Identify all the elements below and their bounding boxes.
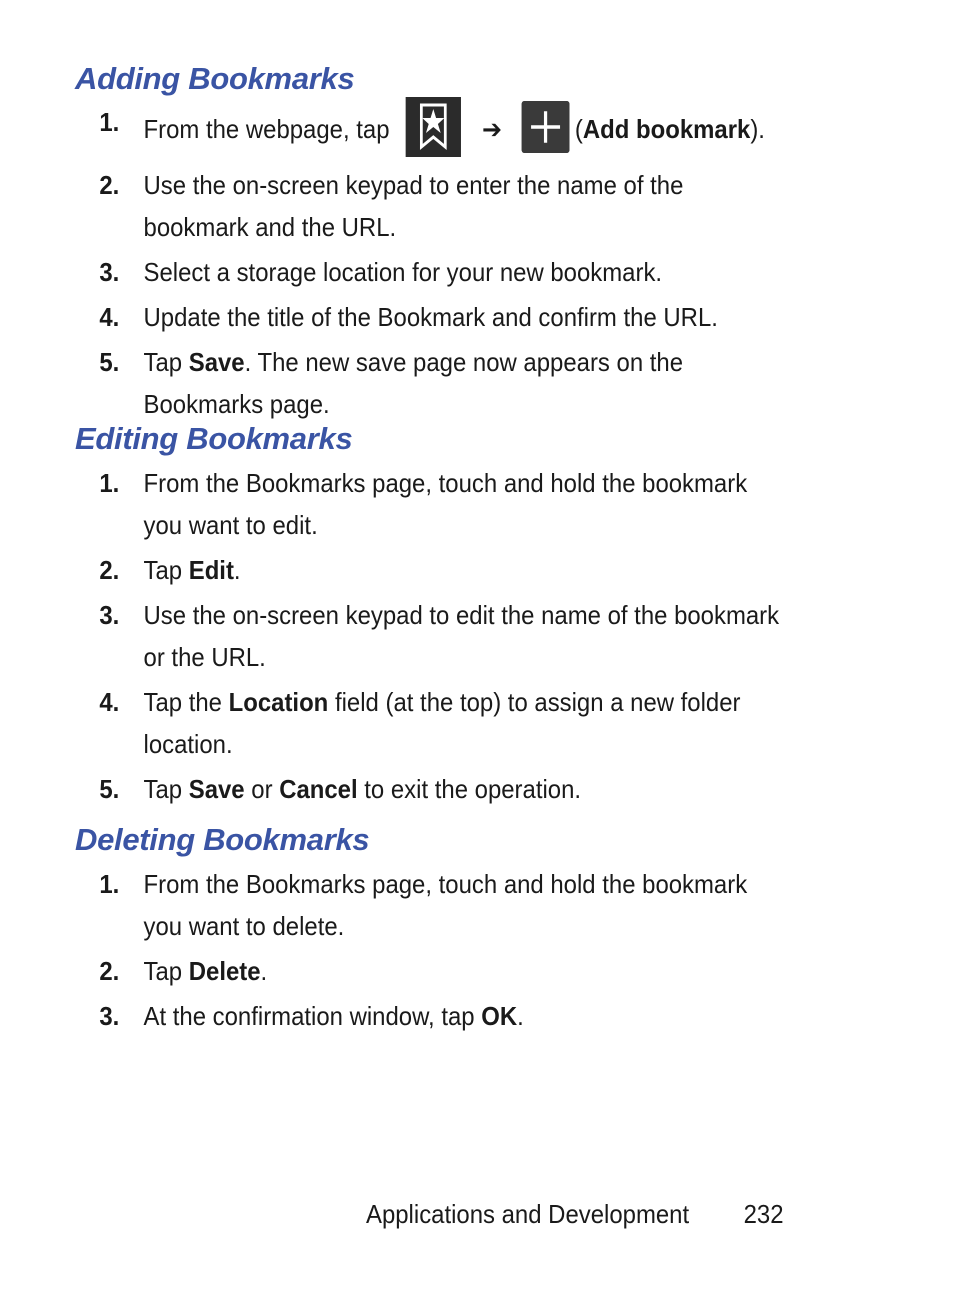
step-number: 3.	[99, 600, 120, 630]
step-number: 1.	[99, 869, 120, 899]
step-text-pre: From the webpage, tap	[143, 113, 390, 144]
step-number: 5.	[99, 347, 120, 377]
step-number: 3.	[99, 257, 120, 287]
page-number: 232	[743, 1199, 784, 1229]
bold-term: Delete	[188, 956, 261, 986]
bold-term: Cancel	[279, 774, 358, 804]
step-text: Use the on-screen keypad to edit the name of the bookmark or the URL.	[143, 600, 780, 672]
paren-open: (	[574, 113, 583, 144]
adding-steps-list	[0, 101, 856, 428]
bold-term: Save	[188, 774, 245, 804]
arrow-icon: ➔	[481, 113, 503, 144]
step-number: 4.	[99, 302, 120, 332]
step-number: 1.	[99, 468, 120, 498]
step-text-post: to exit the operation.	[357, 774, 582, 804]
step-text	[144, 114, 765, 144]
step-text-pre: Tap	[143, 774, 189, 804]
plus-icon	[522, 101, 570, 153]
step-text-post: .	[517, 1001, 524, 1031]
page-footer	[366, 1196, 784, 1232]
step-number: 3.	[99, 1001, 120, 1031]
bold-term: Edit	[188, 555, 234, 585]
step-number: 2.	[99, 956, 120, 986]
step-number: 1.	[99, 107, 120, 137]
list-item	[0, 995, 788, 1037]
deleting-steps-list	[0, 863, 856, 1040]
step-text	[144, 555, 241, 585]
bold-term: Add bookmark	[582, 113, 751, 144]
section-title-editing: Editing Bookmarks	[75, 421, 353, 456]
bookmark-star-icon	[405, 97, 460, 157]
list-item	[0, 164, 788, 248]
step-text: Select a storage location for your new bookmark.	[143, 257, 663, 287]
paren-close: ).	[750, 113, 765, 144]
list-item	[0, 101, 788, 161]
step-text	[144, 347, 684, 419]
step-text-pre: At the confirmation window, tap	[143, 1001, 482, 1031]
step-text	[144, 956, 268, 986]
step-text-pre: Tap the	[143, 687, 229, 717]
step-text-mid: or	[244, 774, 280, 804]
step-text-post: .	[233, 555, 241, 585]
step-text-post: field (at the top) to assign a new folder location.	[143, 687, 741, 759]
list-item	[0, 863, 788, 947]
step-text: From the Bookmarks page, touch and hold the bookmark you want to delete.	[143, 869, 748, 941]
footer-chapter-title: Applications and Development	[366, 1199, 690, 1229]
step-text: From the Bookmarks page, touch and hold the bookmark you want to edit.	[143, 468, 748, 540]
section-title-adding: Adding Bookmarks	[75, 61, 355, 96]
step-number: 2.	[99, 555, 120, 585]
bold-term: OK	[481, 1001, 518, 1031]
step-text-post: .	[260, 956, 268, 986]
list-item	[0, 251, 788, 293]
step-text-pre: Tap	[143, 347, 189, 377]
list-item	[0, 768, 788, 810]
list-item	[0, 950, 788, 992]
bold-term: Save	[188, 347, 245, 377]
section-title-deleting: Deleting Bookmarks	[75, 822, 370, 857]
step-text	[144, 1001, 524, 1031]
step-text	[144, 774, 582, 804]
editing-steps-list	[0, 462, 856, 813]
step-number: 4.	[99, 687, 120, 717]
step-text-pre: Tap	[143, 555, 189, 585]
list-item	[0, 296, 788, 338]
step-number: 5.	[99, 774, 120, 804]
step-text	[144, 687, 741, 759]
bold-term: Location	[228, 687, 329, 717]
list-item	[0, 549, 788, 591]
list-item	[0, 681, 788, 765]
list-item	[0, 462, 788, 546]
step-number: 2.	[99, 170, 120, 200]
step-text: Use the on-screen keypad to enter the name of the bookmark and the URL.	[143, 170, 684, 242]
step-text-pre: Tap	[143, 956, 189, 986]
step-text-post: . The new save page now appears on the Bookmarks page.	[143, 347, 684, 419]
step-text: Update the title of the Bookmark and confirm the URL.	[143, 302, 718, 332]
list-item	[0, 594, 788, 678]
list-item	[0, 341, 788, 425]
